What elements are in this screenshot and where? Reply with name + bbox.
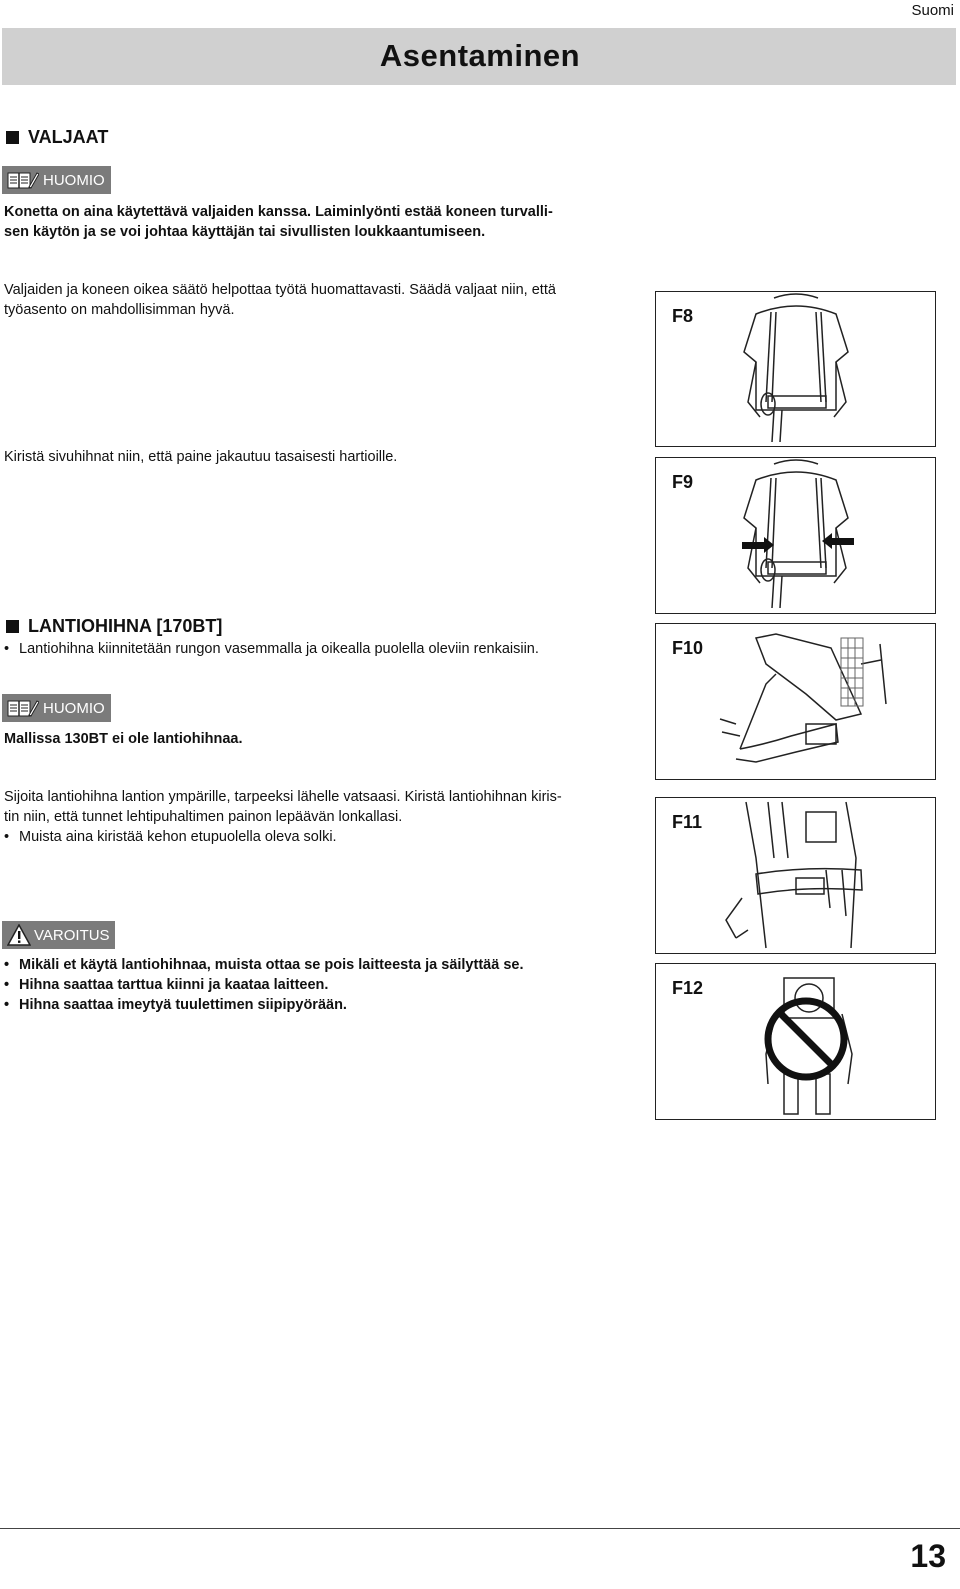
figure-f12: [655, 963, 936, 1120]
warning-badge-label: VAROITUS: [34, 926, 110, 944]
paragraph-line: Sijoita lantiohihna lantion ympärille, tarpeeksi lähelle vatsaasi. Kiristä lantiohihnan kiris-: [4, 789, 562, 805]
harness-illustration: [656, 292, 937, 448]
list-item-text: Hihna saattaa imeytyä tuulettimen siipipyörään.: [19, 997, 347, 1013]
warning-list: [4, 955, 523, 1015]
figure-f9: [655, 457, 936, 614]
list-item: [4, 975, 523, 995]
notice-text: [4, 202, 553, 242]
figure-label: F10: [672, 638, 704, 658]
figure-label: F12: [672, 978, 704, 998]
notice-line: Konetta on aina käytettävä valjaiden kanssa. Laiminlyönti estää koneen turvalli-: [4, 204, 553, 220]
list-item-text: Mikäli et käytä lantiohihnaa, muista ottaa se pois laitteesta ja säilyttää se.: [19, 957, 524, 973]
bullet-icon: •: [4, 957, 10, 973]
harness-illustration: [656, 458, 937, 615]
list-item-text: Lantiohihna kiinnitetään rungon vasemmalla ja oikealla puolella oleviin renkaisiin.: [19, 641, 539, 657]
prohibited-illustration: [656, 964, 937, 1121]
page-title: Asentaminen: [379, 38, 581, 73]
paragraph-side-straps: Kiristä sivuhihnat niin, että paine jakautuu tasaisesti hartioille.: [4, 449, 398, 465]
square-bullet-icon: [6, 620, 19, 633]
figure-label: F11: [672, 812, 703, 832]
figure-f11: [655, 797, 936, 954]
hipbelt-illustration: [656, 624, 937, 781]
paragraph-line: Valjaiden ja koneen oikea säätö helpottaa työtä huomattavasti. Säädä valjaat niin, että: [4, 282, 556, 298]
section-heading-hipbelt-text: LANTIOHIHNA [170BT]: [28, 616, 223, 636]
paragraph-line: työasento on mahdollisimman hyvä.: [4, 302, 235, 318]
book-pencil-icon: [7, 170, 39, 190]
paragraph-hipbelt: [4, 787, 562, 847]
hipbelt-worn-illustration: [656, 798, 937, 955]
notice-badge: [2, 694, 111, 722]
bullet-icon: •: [4, 997, 10, 1013]
paragraph-adjust: [4, 280, 556, 320]
list-item: [4, 827, 562, 847]
figure-f10: [655, 623, 936, 780]
section-heading-harness: [6, 127, 108, 148]
bullet-icon: •: [4, 641, 10, 657]
square-bullet-icon: [6, 131, 19, 144]
figure-f8: [655, 291, 936, 447]
notice-badge-label: HUOMIO: [43, 171, 105, 189]
list-item: [4, 995, 523, 1015]
list-item: [4, 955, 523, 975]
warning-triangle-icon: [7, 924, 31, 946]
page-number: 13: [910, 1538, 946, 1574]
notice-text: Mallissa 130BT ei ole lantiohihnaa.: [4, 731, 243, 747]
bullet-icon: •: [4, 977, 10, 993]
language-label: Suomi: [911, 2, 954, 19]
footer-rule: [0, 1528, 960, 1529]
book-pencil-icon: [7, 698, 39, 718]
figure-label: F9: [672, 472, 694, 492]
warning-badge: [2, 921, 115, 949]
paragraph-line: tin niin, että tunnet lehtipuhaltimen painon lepäävän lonkallasi.: [4, 809, 403, 825]
list-item-text: Muista aina kiristää kehon etupuolella oleva solki.: [19, 829, 337, 845]
arrow-icon: [742, 533, 854, 553]
section-heading-hipbelt: [6, 616, 222, 637]
notice-badge-label: HUOMIO: [43, 699, 105, 717]
notice-line: sen käytön ja se voi johtaa käyttäjän tai sivullisten loukkaantumiseen.: [4, 224, 486, 240]
figure-label: F8: [672, 306, 694, 326]
list-item-text: Hihna saattaa tarttua kiinni ja kaataa laitteen.: [19, 977, 329, 993]
bullet-icon: •: [4, 829, 10, 845]
list-item: [4, 639, 539, 659]
notice-badge: [2, 166, 111, 194]
section-heading-harness-text: VALJAAT: [28, 127, 109, 147]
